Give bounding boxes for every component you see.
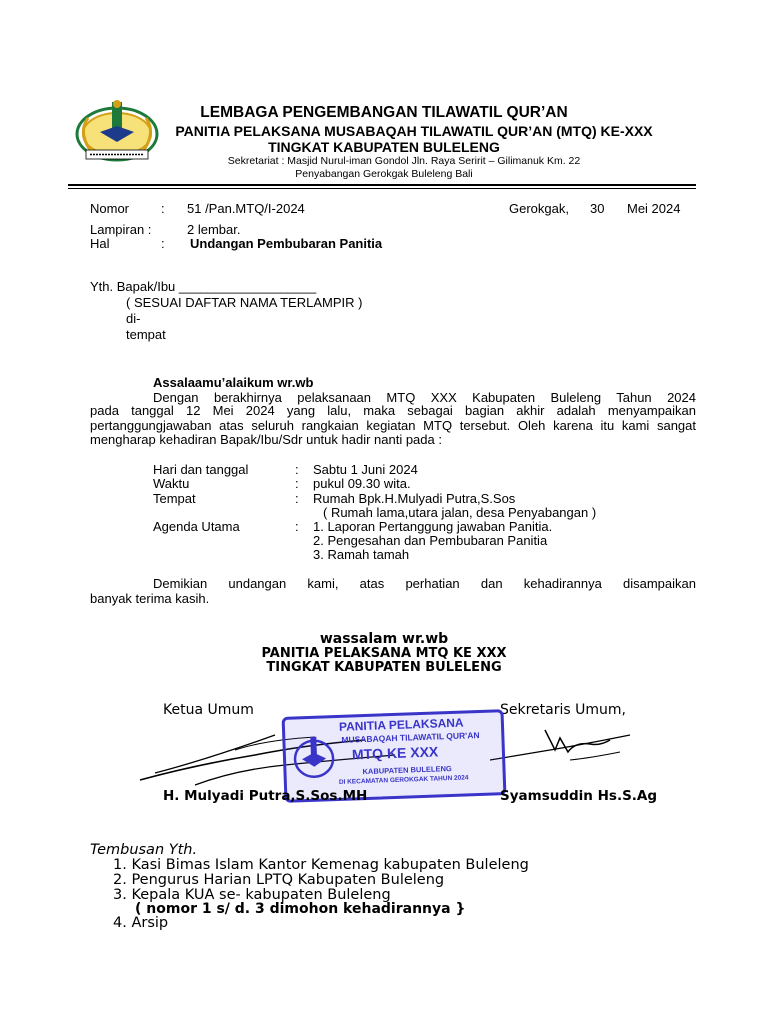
hal-label: Hal bbox=[90, 236, 110, 251]
right-role: Sekretaris Umum, bbox=[500, 702, 626, 718]
cc-title: Tembusan Yth. bbox=[90, 842, 198, 858]
header-rule-thick bbox=[68, 184, 696, 186]
stamp-line-3: MTQ KE XXX bbox=[351, 743, 439, 763]
header-subtitle: PANITIA PELAKSANA MUSABAQAH TILAWATIL QUR’AN (MTQ) KE-XXX bbox=[175, 123, 653, 139]
detail-sep: : bbox=[295, 491, 299, 506]
closing-rest: banyak terima kasih. bbox=[90, 591, 210, 606]
detail-value: pukul 09.30 wita. bbox=[313, 476, 411, 491]
detail-label: Agenda Utama bbox=[153, 519, 240, 534]
signature-org-1: PANITIA PELAKSANA MTQ KE XXX bbox=[261, 646, 507, 661]
cc-item: 4. Arsip bbox=[113, 915, 169, 931]
detail-value: 1. Laporan Pertanggung jawaban Panitia. bbox=[313, 519, 553, 534]
detail-value: Sabtu 1 Juni 2024 bbox=[313, 462, 418, 477]
header-rule-thin bbox=[68, 188, 696, 189]
hal-sep: : bbox=[161, 236, 165, 251]
recipient-line-1: Yth. Bapak/Ibu ___________________ bbox=[90, 279, 317, 294]
right-name: Syamsuddin Hs.S.Ag bbox=[500, 788, 658, 804]
detail-sep: : bbox=[295, 519, 299, 534]
stamp-emblem-icon bbox=[291, 732, 337, 782]
stamp-line-5: DI KECAMATAN GEROKGAK TAHUN 2024 bbox=[338, 774, 469, 786]
left-role: Ketua Umum bbox=[163, 702, 254, 718]
hal-value: Undangan Pembubaran Panitia bbox=[190, 236, 383, 251]
nomor-value: 51 /Pan.MTQ/I-2024 bbox=[187, 201, 305, 216]
detail-label: Tempat bbox=[153, 491, 196, 506]
detail-label: Hari dan tanggal bbox=[153, 462, 249, 477]
recipient-line-2: ( SESUAI DAFTAR NAMA TERLAMPIR ) bbox=[126, 295, 363, 310]
lampiran-label: Lampiran : bbox=[90, 222, 152, 237]
recipient-line-4: tempat bbox=[126, 327, 166, 342]
detail-sep: : bbox=[295, 476, 299, 491]
nomor-sep: : bbox=[161, 201, 165, 216]
stamp-line-4: KABUPATEN BULELENG bbox=[362, 763, 452, 777]
date-day: 30 bbox=[590, 201, 605, 216]
nomor-label: Nomor bbox=[90, 201, 130, 216]
right-signature bbox=[480, 720, 650, 775]
date-place: Gerokgak, bbox=[509, 201, 569, 216]
closing-first-line: Demikian undangan kami, atas perhatian dan kehadirannya disampaikan bbox=[153, 576, 696, 591]
stamp-line-2: MUSABAQAH TILAWATIL QUR'AN bbox=[341, 730, 480, 745]
left-name: H. Mulyadi Putra,S.Sos.MH bbox=[163, 788, 368, 804]
detail-value: Rumah Bpk.H.Mulyadi Putra,S.Sos bbox=[313, 491, 516, 506]
cc-item: 3. Kepala KUA se- kabupaten Buleleng bbox=[113, 887, 391, 903]
detail-value: 2. Pengesahan dan Pembubaran Panitia bbox=[313, 533, 548, 548]
cc-item: 2. Pengurus Harian LPTQ Kabupaten Buleleng bbox=[113, 872, 445, 888]
cc-item: 1. Kasi Bimas Islam Kantor Kemenag kabupaten Buleleng bbox=[113, 857, 529, 873]
lampiran-value: 2 lembar. bbox=[187, 222, 241, 237]
date-month-year: Mei 2024 bbox=[627, 201, 681, 216]
cc-note: ( nomor 1 s/ d. 3 dimohon kehadirannya } bbox=[135, 901, 466, 917]
greeting: Assalaamu’alaikum wr.wb bbox=[153, 375, 314, 390]
header-address-1: Sekretariat : Masjid Nurul-iman Gondol Jln. Raya Seririt – Gilimanuk Km. 22 bbox=[227, 155, 581, 167]
detail-value: ( Rumah lama,utara jalan, desa Penyabangan ) bbox=[323, 505, 597, 520]
header-region: TINGKAT KABUPATEN BULELENG bbox=[268, 139, 500, 155]
detail-sep: : bbox=[295, 462, 299, 477]
stamp-line-1: PANITIA PELAKSANA bbox=[338, 715, 464, 734]
salam: wassalam wr.wb bbox=[319, 631, 449, 647]
detail-value: 3. Ramah tamah bbox=[313, 547, 410, 562]
header-address-2: Penyabangan Gerokgak Buleleng Bali bbox=[295, 168, 473, 180]
recipient-line-3: di- bbox=[126, 311, 141, 326]
header-title: LEMBAGA PENGEMBANGAN TILAWATIL QUR’AN bbox=[200, 104, 568, 121]
detail-label: Waktu bbox=[153, 476, 190, 491]
paragraph-first-line: Dengan berakhirnya pelaksanaan MTQ XXX Kabupaten Buleleng Tahun 2024 bbox=[153, 390, 696, 405]
signature-org-2: TINGKAT KABUPATEN BULELENG bbox=[266, 660, 502, 675]
paragraph-body: pada tanggal 12 Mei 2024 yang lalu, maka sebagai bagian akhir adalah menyampaikan pertanggungjawaban atas seluruh rangkaian kegiatan MTQ tersebut. Oleh karena itu kami sangat mengharap kehadiran Bapak/Ibu/Sdr untuk hadir nanti pada : bbox=[90, 403, 696, 447]
